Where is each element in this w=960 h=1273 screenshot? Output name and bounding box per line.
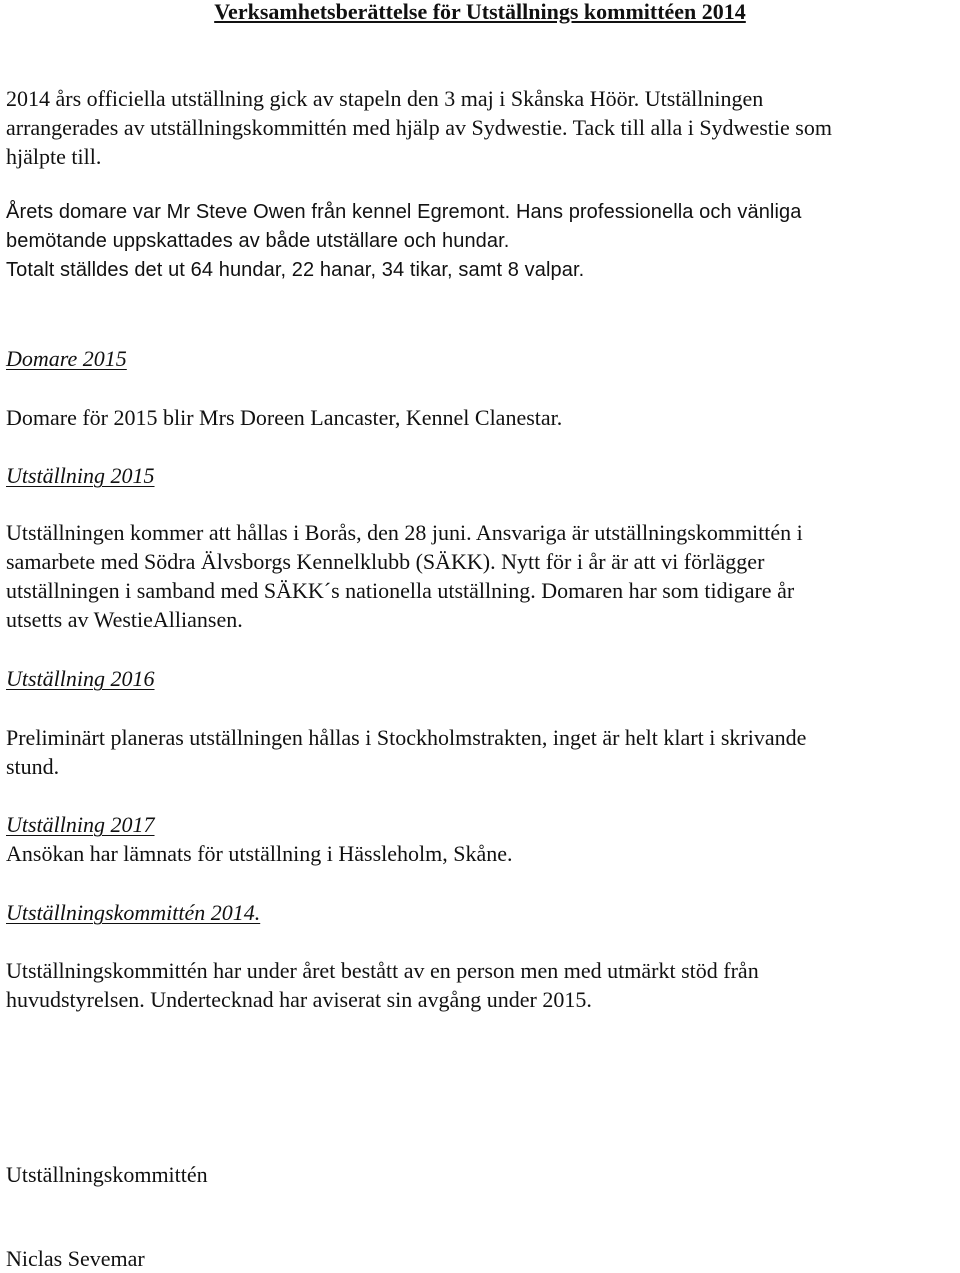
- signature-name-block: [6, 1244, 956, 1273]
- utstallning-2015-paragraph: [6, 518, 956, 634]
- utstallning-2017-text: Ansökan har lämnats för utställning i Hässleholm, Skåne.: [6, 841, 513, 866]
- signature-name: Niclas Sevemar: [6, 1246, 145, 1271]
- utstallning-2016-line: Preliminärt planeras utställningen hållas i Stockholmstrakten, inget är helt klart i skrivande: [6, 725, 807, 750]
- utstallning-2015-line: Utställningen kommer att hållas i Borås, den 28 juni. Ansvariga är utställningskommittén i: [6, 520, 803, 545]
- domare-2015-section: [6, 344, 956, 373]
- judge-2014-line: Totalt ställdes det ut 64 hundar, 22 hanar, 34 tikar, samt 8 valpar.: [6, 259, 585, 281]
- domare-2015-text-block: [6, 403, 956, 432]
- kommitten-2014-line: Utställningskommittén har under året bestått av en person men med utmärkt stöd från: [6, 958, 759, 983]
- intro-line: 2014 års officiella utställning gick av stapeln den 3 maj i Skånska Höör. Utställningen: [6, 86, 764, 111]
- utstallning-2016-heading: Utställning 2016: [6, 666, 155, 691]
- utstallning-2015-heading-block: [6, 461, 956, 490]
- utstallning-2016-heading-block: [6, 664, 956, 693]
- utstallning-2015-line: utställningen i samband med SÄKK´s nationella utställning. Domaren har som tidigare år: [6, 578, 795, 603]
- kommitten-2014-line: huvudstyrelsen. Undertecknad har aviserat sin avgång under 2015.: [6, 987, 592, 1012]
- kommitten-2014-paragraph: [6, 956, 956, 1014]
- intro-line: hjälpte till.: [6, 144, 102, 169]
- signature-committee: Utställningskommittén: [6, 1162, 208, 1187]
- judge-2014-line: Årets domare var Mr Steve Owen från kennel Egremont. Hans professionella och vänliga: [6, 201, 802, 223]
- domare-2015-heading: Domare 2015: [6, 346, 127, 371]
- utstallning-2017-heading: Utställning 2017: [6, 812, 155, 837]
- domare-2015-text: Domare för 2015 blir Mrs Doreen Lancaster, Kennel Clanestar.: [6, 405, 563, 430]
- utstallning-2015-line: samarbete med Södra Älvsborgs Kennelklubb (SÄKK). Nytt för i år är att vi förlägger: [6, 549, 765, 574]
- utstallning-2017-section: [6, 810, 956, 868]
- intro-paragraph: [6, 84, 956, 171]
- signature-committee-block: [6, 1160, 956, 1189]
- judge-2014-line: bemötande uppskattades av både utställare och hundar.: [6, 230, 510, 252]
- kommitten-2014-heading-block: [6, 898, 956, 927]
- utstallning-2015-heading: Utställning 2015: [6, 463, 155, 488]
- document-title: Verksamhetsberättelse för Utställnings kommittéen 2014: [214, 0, 746, 24]
- intro-line: arrangerades av utställningskommittén med hjälp av Sydwestie. Tack till alla i Sydwestie som: [6, 115, 832, 140]
- utstallning-2015-line: utsetts av WestieAlliansen.: [6, 607, 243, 632]
- judge-2014-paragraph: [6, 198, 956, 285]
- utstallning-2016-paragraph: [6, 723, 956, 781]
- kommitten-2014-heading: Utställningskommittén 2014.: [6, 900, 261, 925]
- utstallning-2016-line: stund.: [6, 754, 60, 779]
